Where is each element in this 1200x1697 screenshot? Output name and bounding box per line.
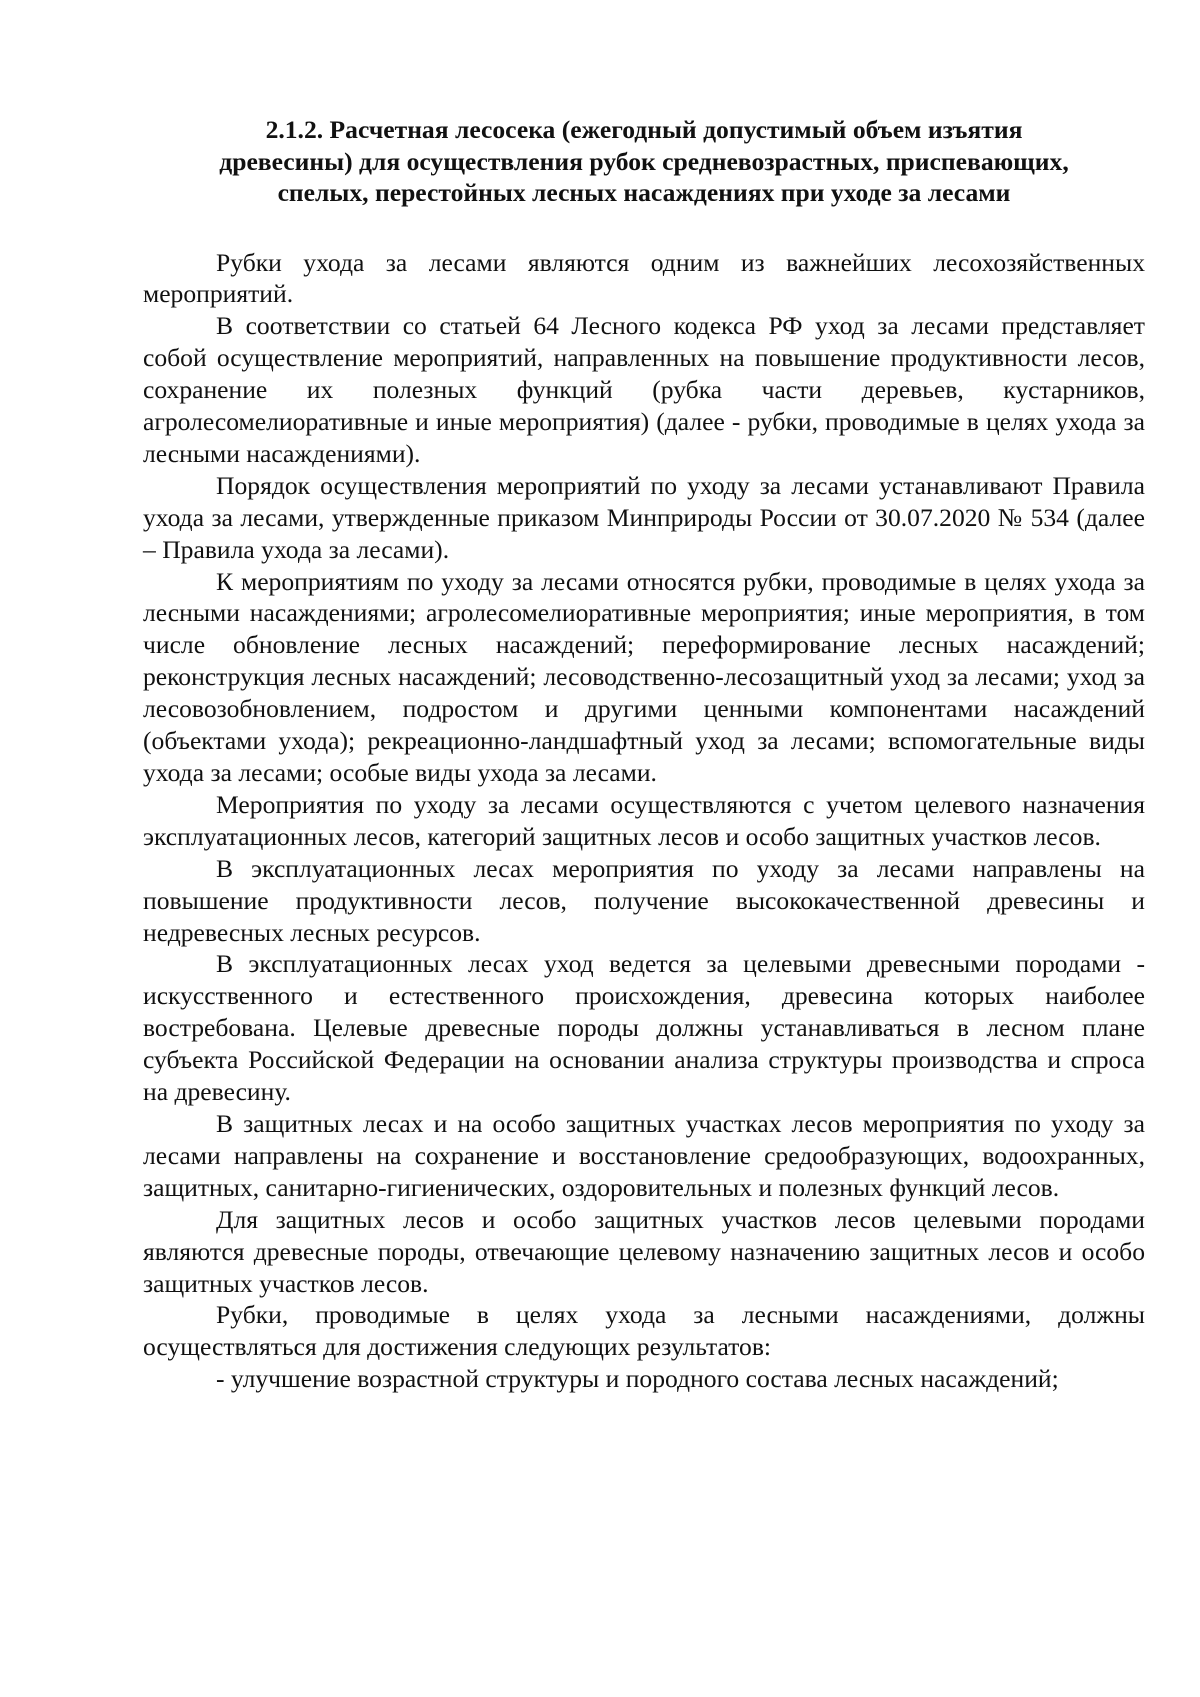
paragraph: Рубки ухода за лесами являются одним из важнейших лесохозяйственных мероприятий. — [143, 247, 1145, 309]
paragraph: В эксплуатационных лесах уход ведется за целевыми древесными породами - искусственного и естественного происхождения, древесина которых наиболее востребована. Целевые древесные породы должны устанавливаться в лесном плане субъекта Российской Федерации на основании анализа структуры производства и спроса на древесину. — [143, 949, 1145, 1107]
paragraph: К мероприятиям по уходу за лесами относятся рубки, проводимые в целях ухода за лесными насаждениями; агролесомелиоративные мероприятия; иные мероприятия, в том числе обновление лесных насаждений; переформирование лесных насаждений; реконструкция лесных насаждений; лесоводственно-лесозащитный уход за лесами; уход за лесовозобновлением, подростом и другими ценными компонентами насаждений (объектами ухода); рекреационно-ландшафтный уход за лесами; вспомогательные виды ухода за лесами; особые виды ухода за лесами. — [143, 566, 1145, 787]
paragraph: Порядок осуществления мероприятий по уходу за лесами устанавливают Правила ухода за лесами, утвержденные приказом Минприроды России от 30.07.2020 № 534 (далее – Правила ухода за лесами). — [143, 470, 1145, 564]
section-heading — [143, 114, 1145, 209]
document-body — [143, 247, 1145, 1396]
paragraph: В эксплуатационных лесах мероприятия по уходу за лесами направлены на повышение продуктивности лесов, получение высококачественной древесины и недревесных лесных ресурсов. — [143, 853, 1145, 947]
paragraph: В защитных лесах и на особо защитных участках лесов мероприятия по уходу за лесами направлены на сохранение и восстановление средообразующих, водоохранных, защитных, санитарно-гигиенических, оздоровительных и полезных функций лесов. — [143, 1108, 1145, 1202]
paragraph: Рубки, проводимые в целях ухода за лесными насаждениями, должны осуществляться для достижения следующих результатов: — [143, 1300, 1145, 1362]
heading-line: древесины) для осуществления рубок средневозрастных, приспевающих, — [219, 146, 1069, 176]
heading-line: 2.1.2. Расчетная лесосека (ежегодный допустимый объем изъятия — [265, 115, 1023, 144]
paragraph: Мероприятия по уходу за лесами осуществляются с учетом целевого назначения эксплуатационных лесов, категорий защитных лесов и особо защитных участков лесов. — [143, 789, 1145, 851]
list-item: - улучшение возрастной структуры и породного состава лесных насаждений; — [216, 1364, 1059, 1394]
heading-line: спелых, перестойных лесных насаждениях при уходе за лесами — [277, 178, 1011, 207]
paragraph: В соответствии со статьей 64 Лесного кодекса РФ уход за лесами представляет собой осуществление мероприятий, направленных на повышение продуктивности лесов, сохранение их полезных функций (рубка части деревьев, кустарников, агролесомелиоративные и иные мероприятия) (далее - рубки, проводимые в целях ухода за лесными насаждениями). — [143, 311, 1145, 468]
paragraph: Для защитных лесов и особо защитных участков лесов целевыми породами являются древесные породы, отвечающие целевому назначению защитных лесов и особо защитных участков лесов. — [143, 1204, 1145, 1298]
